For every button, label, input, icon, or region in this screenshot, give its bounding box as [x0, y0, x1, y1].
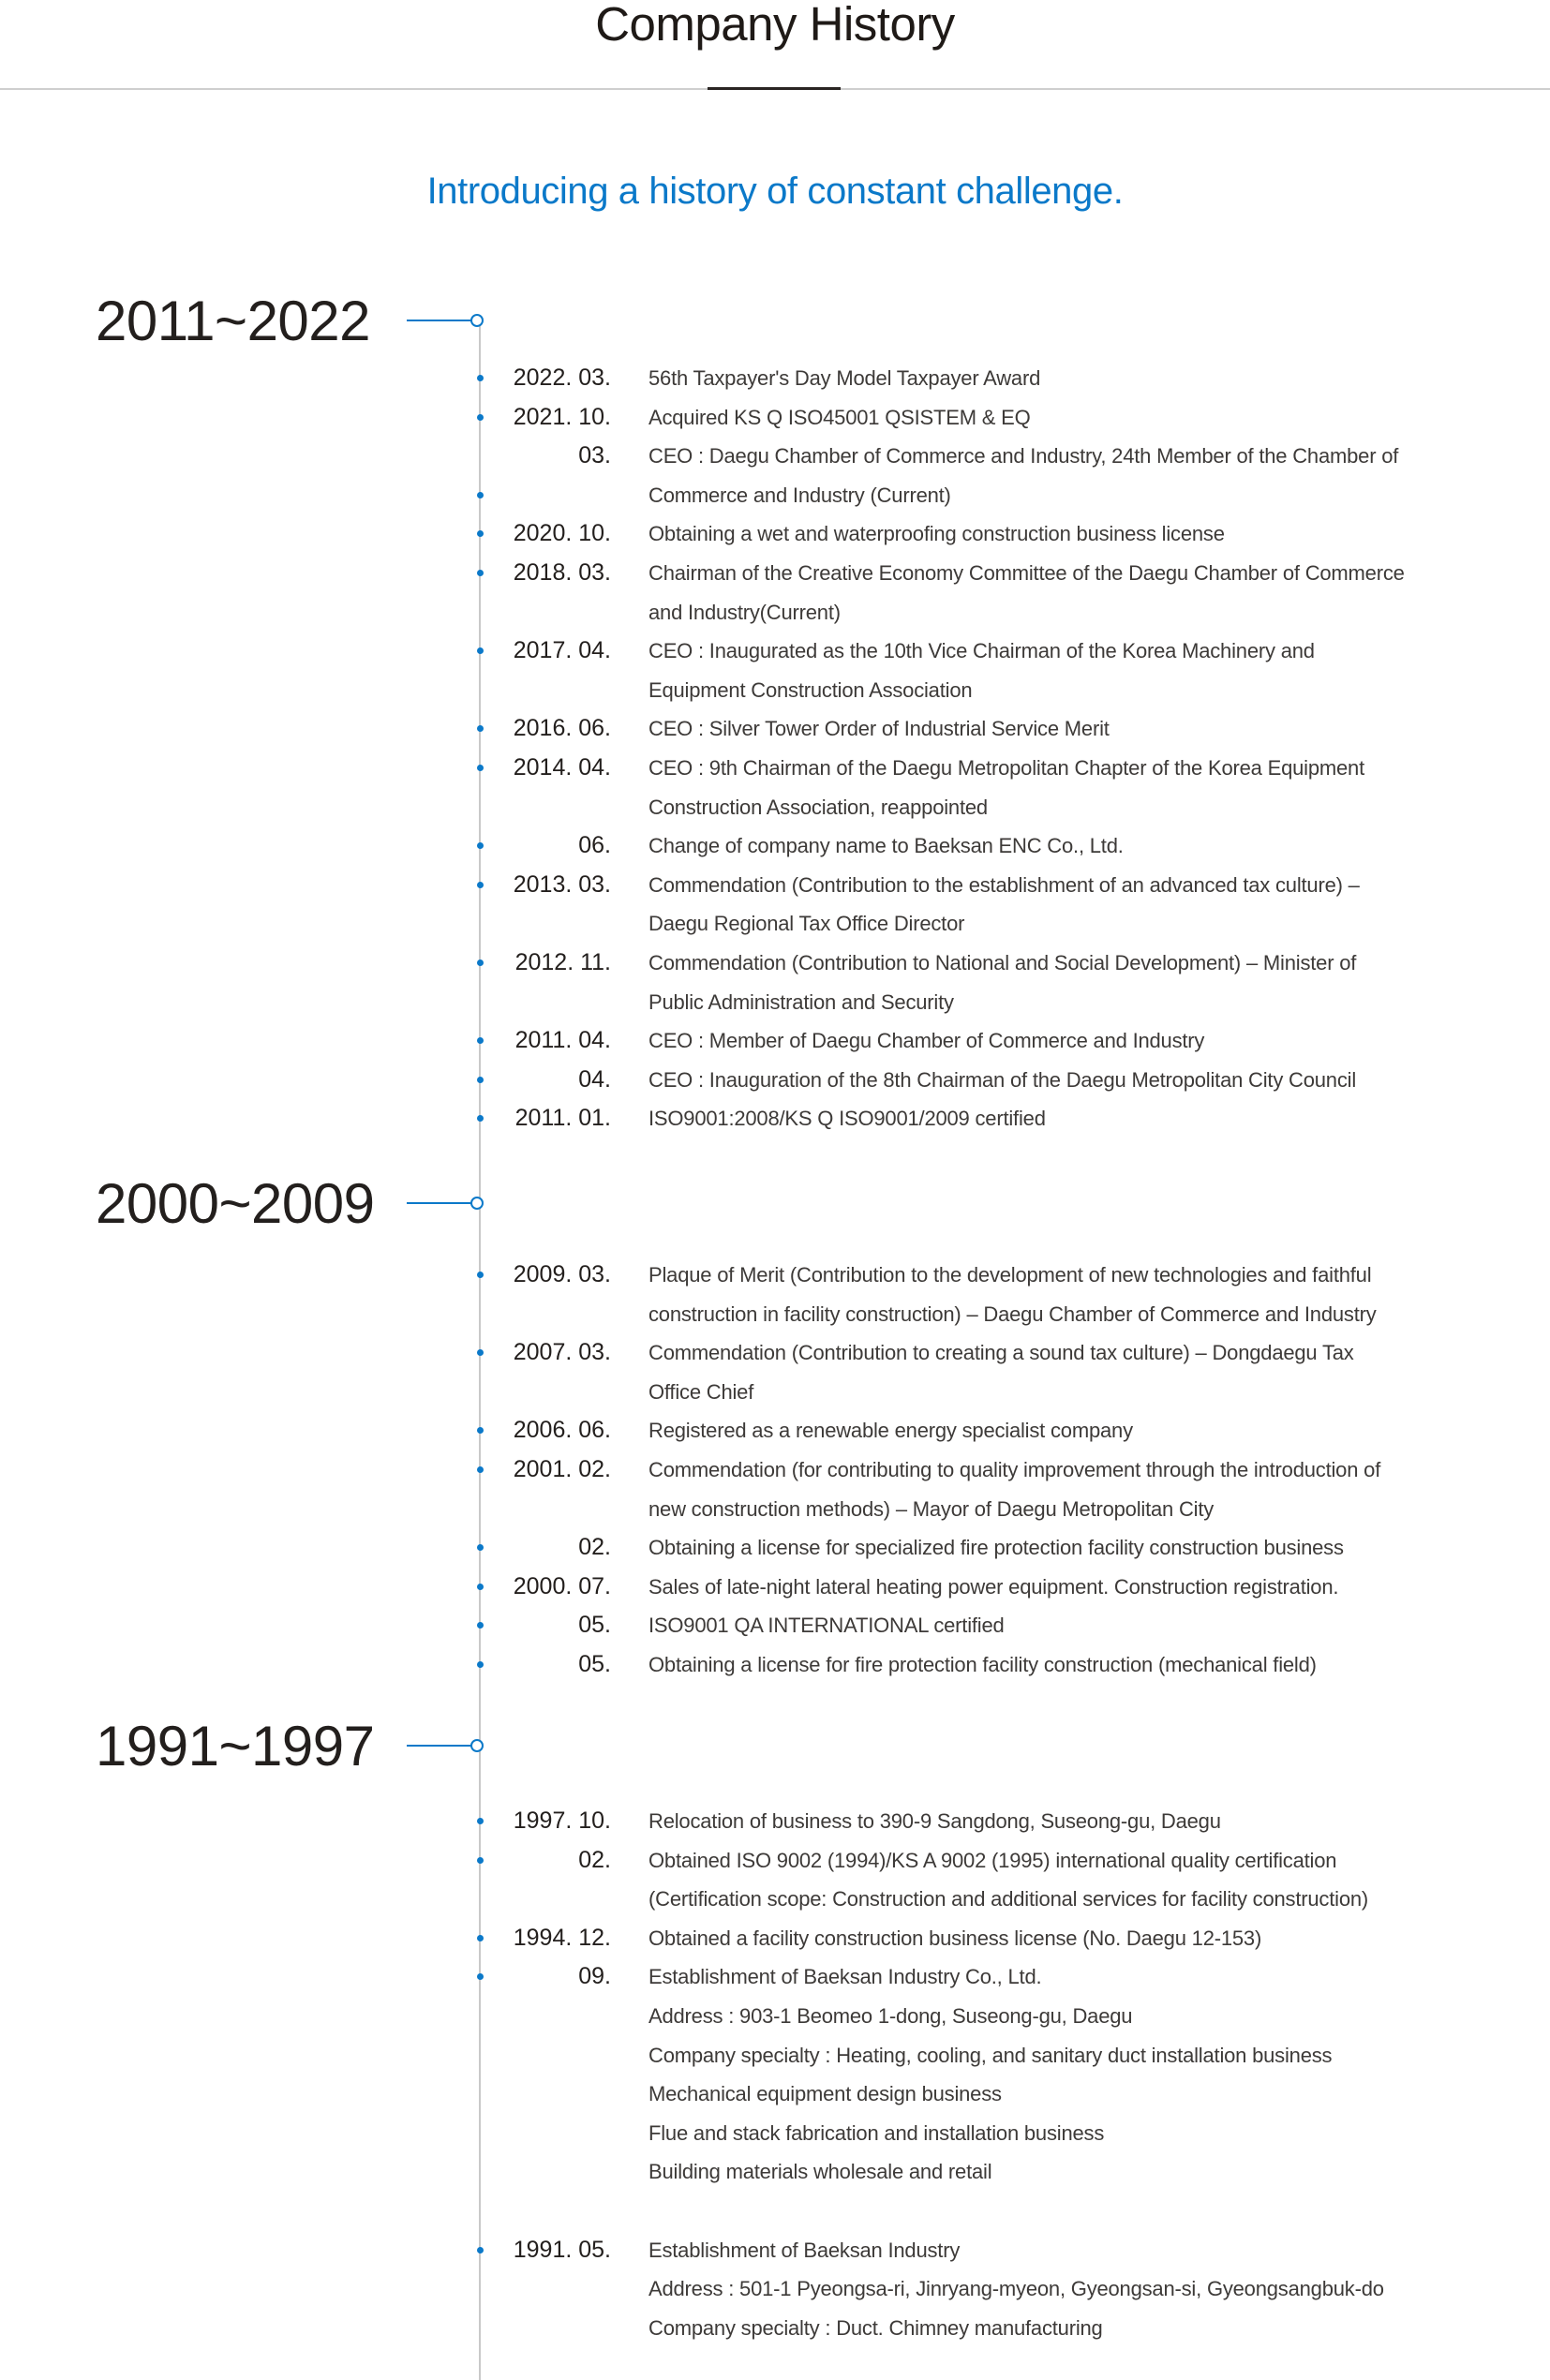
history-item — [0, 866, 1550, 944]
title-underline-indicator — [708, 87, 841, 90]
history-item — [0, 398, 1550, 438]
history-item — [0, 514, 1550, 554]
history-description-line: Obtained a facility construction business license (No. Daegu 12-153) — [648, 1926, 1262, 1950]
history-date: 2006. 06. — [513, 1417, 611, 1444]
history-description — [648, 632, 1315, 709]
history-date: 05. — [578, 1650, 611, 1677]
history-description-line: Registered as a renewable energy specialist company — [648, 1419, 1133, 1443]
history-item — [0, 1841, 1550, 1919]
history-item — [0, 437, 1550, 514]
history-date: 2018. 03. — [513, 558, 611, 586]
history-item — [0, 1099, 1550, 1138]
history-description-line: Obtaining a license for specialized fire protection facility construction business — [648, 1536, 1344, 1560]
history-date: 2020. 10. — [513, 520, 611, 547]
timeline-dot-icon — [477, 1818, 484, 1824]
history-date: 06. — [578, 832, 611, 859]
history-description-line: Building materials wholesale and retail — [648, 2160, 992, 2184]
history-description — [648, 1841, 1368, 1919]
history-date: 02. — [578, 1846, 611, 1873]
timeline-node-icon — [470, 314, 484, 327]
timeline-dot-icon — [477, 1857, 484, 1864]
history-description-line: Commendation (for contributing to quality improvement through the introduction of — [648, 1457, 1381, 1481]
history-item — [0, 554, 1550, 632]
history-date: 2000. 07. — [513, 1572, 611, 1599]
history-description — [648, 944, 1356, 1021]
history-item — [0, 1256, 1550, 1333]
history-description-line: and Industry(Current) — [648, 600, 841, 624]
history-description — [648, 1606, 1005, 1645]
history-description-line: Establishment of Baeksan Industry — [648, 2238, 961, 2262]
history-description-line: Obtaining a license for fire protection facility construction (mechanical field) — [648, 1652, 1317, 1676]
history-item — [0, 1606, 1550, 1645]
timeline-dot-icon — [477, 570, 484, 576]
history-date: 2014. 04. — [513, 753, 611, 781]
history-description — [648, 1021, 1204, 1061]
timeline-dot-icon — [477, 765, 484, 771]
history-description-line: Equipment Construction Association — [648, 677, 973, 702]
history-item — [0, 1061, 1550, 1100]
history-description-line: ISO9001:2008/KS Q ISO9001/2009 certified — [648, 1107, 1046, 1131]
history-description-line: Chairman of the Creative Economy Committee of the Daegu Chamber of Commerce — [648, 560, 1405, 585]
history-description-line: Public Administration and Security — [648, 989, 954, 1014]
history-item — [0, 1802, 1550, 1841]
history-description-line: Company specialty : Heating, cooling, and sanitary duct installation business — [648, 2043, 1333, 2067]
era-label: 2000~2009 — [96, 1171, 375, 1235]
history-date: 2001. 02. — [513, 1455, 611, 1482]
history-description-line: Commerce and Industry (Current) — [648, 483, 951, 507]
timeline-dot-icon — [477, 492, 484, 498]
history-date: 04. — [578, 1065, 611, 1093]
timeline-dot-icon — [477, 414, 484, 421]
era-label: 2011~2022 — [96, 289, 371, 352]
timeline-dot-icon — [477, 959, 484, 966]
history-item — [0, 359, 1550, 398]
history-description-line: CEO : Silver Tower Order of Industrial Service Merit — [648, 717, 1110, 741]
era-label: 1991~1997 — [96, 1714, 375, 1778]
history-description — [648, 398, 1031, 438]
history-date: 2017. 04. — [513, 637, 611, 664]
history-description-line: Obtained ISO 9002 (1994)/KS A 9002 (1995) international quality certification — [648, 1848, 1337, 1872]
history-description-line: Address : 501-1 Pyeongsa-ri, Jinryang-myeon, Gyeongsan-si, Gyeongsangbuk-do — [648, 2277, 1384, 2301]
history-item — [0, 1333, 1550, 1411]
history-description — [648, 437, 1398, 514]
history-description-line: construction in facility construction) – Daegu Chamber of Commerce and Industry — [648, 1302, 1377, 1326]
history-description-line: Commendation (Contribution to creating a sound tax culture) – Dongdaegu Tax — [648, 1341, 1354, 1365]
history-date: 1991. 05. — [513, 2236, 611, 2263]
history-description — [648, 1645, 1317, 1685]
history-description-line: Change of company name to Baeksan ENC Co., Ltd. — [648, 834, 1124, 858]
era-heading-2000-2009 — [96, 1170, 405, 1236]
history-date: 2007. 03. — [513, 1339, 611, 1366]
page-title: Company History — [595, 0, 955, 51]
history-date: 2021. 10. — [513, 403, 611, 430]
history-item — [0, 709, 1550, 749]
history-description — [648, 1256, 1377, 1333]
history-date: 02. — [578, 1534, 611, 1561]
history-description-line: 56th Taxpayer's Day Model Taxpayer Award — [648, 366, 1041, 390]
history-description — [648, 1957, 1332, 2192]
history-item — [0, 1957, 1550, 2192]
timeline-dot-icon — [477, 2247, 484, 2254]
timeline-dot-icon — [477, 882, 484, 888]
timeline-dot-icon — [477, 1466, 484, 1473]
history-description — [648, 866, 1360, 944]
history-item — [0, 1919, 1550, 1958]
era-heading-1991-1997 — [96, 1713, 405, 1778]
history-description — [648, 1411, 1133, 1450]
history-description — [648, 826, 1124, 866]
era-connector-line — [407, 1745, 472, 1747]
history-description-line: CEO : Inaugurated as the 10th Vice Chairman of the Korea Machinery and — [648, 639, 1315, 663]
intro-heading: Introducing a history of constant challenge. — [426, 171, 1124, 212]
history-description-line: Obtaining a wet and waterproofing construction business license — [648, 522, 1225, 546]
history-description-line: Company specialty : Duct. Chimney manufacturing — [648, 2315, 1103, 2340]
history-item — [0, 1568, 1550, 1607]
history-description — [648, 514, 1225, 554]
history-description-line: Address : 903-1 Beomeo 1-dong, Suseong-gu, Daegu — [648, 2003, 1133, 2028]
timeline-dot-icon — [477, 1935, 484, 1941]
history-list-1991-1997 — [0, 1802, 1550, 2347]
history-description — [648, 709, 1110, 749]
history-description-line: Daegu Regional Tax Office Director — [648, 912, 965, 936]
history-description — [648, 1919, 1261, 1958]
timeline-dot-icon — [477, 1584, 484, 1590]
history-description-line: ISO9001 QA INTERNATIONAL certified — [648, 1614, 1005, 1638]
history-description — [648, 1333, 1354, 1411]
history-description-line: Acquired KS Q ISO45001 QSISTEM & EQ — [648, 405, 1031, 429]
history-description — [648, 1568, 1338, 1607]
history-description-line: CEO : Daegu Chamber of Commerce and Industry, 24th Member of the Chamber of — [648, 444, 1399, 469]
history-item — [0, 2231, 1550, 2348]
history-description-line: CEO : Inauguration of the 8th Chairman of the Daegu Metropolitan City Council — [648, 1067, 1357, 1092]
history-description-line: Construction Association, reappointed — [648, 795, 988, 819]
history-description — [648, 749, 1364, 826]
history-description-line: Establishment of Baeksan Industry Co., Ltd. — [648, 1965, 1042, 1989]
history-date: 05. — [578, 1612, 611, 1639]
history-date: 2016. 06. — [513, 715, 611, 742]
timeline-node-icon — [470, 1197, 484, 1210]
history-description-line: Sales of late-night lateral heating power equipment. Construction registration. — [648, 1574, 1339, 1599]
history-description — [648, 2231, 1384, 2348]
history-date: 2013. 03. — [513, 870, 611, 898]
timeline-dot-icon — [477, 1272, 484, 1278]
history-list-2000-2009 — [0, 1256, 1550, 1685]
history-list-2011-2022 — [0, 359, 1550, 1138]
history-description-line: new construction methods) – Mayor of Daegu Metropolitan City — [648, 1496, 1215, 1521]
history-description — [648, 1528, 1344, 1568]
history-description — [648, 1099, 1046, 1138]
history-item — [0, 944, 1550, 1021]
history-date: 2011. 04. — [514, 1027, 611, 1054]
history-date: 2009. 03. — [513, 1261, 611, 1287]
history-item — [0, 1021, 1550, 1061]
history-item — [0, 1450, 1550, 1528]
history-description-line: (Certification scope: Construction and additional services for facility construction) — [648, 1887, 1369, 1911]
timeline-dot-icon — [477, 1077, 484, 1083]
history-description — [648, 1802, 1221, 1841]
history-date: 03. — [578, 442, 611, 469]
history-description-line: Commendation (Contribution to the establishment of an advanced tax culture) – — [648, 872, 1360, 897]
history-description-line: CEO : Member of Daegu Chamber of Commerce and Industry — [648, 1029, 1205, 1053]
history-description-line: Office Chief — [648, 1379, 754, 1404]
history-item — [0, 1411, 1550, 1450]
history-description-line: Plaque of Merit (Contribution to the development of new technologies and faithful — [648, 1263, 1372, 1287]
history-description-line: CEO : 9th Chairman of the Daegu Metropolitan Chapter of the Korea Equipment — [648, 755, 1364, 780]
history-description-line: Mechanical equipment design business — [648, 2082, 1002, 2106]
history-date: 2022. 03. — [513, 364, 611, 391]
history-description — [648, 554, 1405, 632]
timeline-dot-icon — [477, 375, 484, 381]
history-description — [648, 1450, 1380, 1528]
history-date: 09. — [578, 1963, 611, 1990]
history-item — [0, 749, 1550, 826]
history-description-line: Relocation of business to 390-9 Sangdong, Suseong-gu, Daegu — [648, 1809, 1221, 1833]
history-item — [0, 1645, 1550, 1685]
history-description-line: Commendation (Contribution to National and Social Development) – Minister of — [648, 950, 1357, 974]
history-description-line: Flue and stack fabrication and installation business — [648, 2120, 1105, 2145]
history-date: 1997. 10. — [513, 1807, 611, 1834]
history-date: 2011. 01. — [514, 1105, 611, 1132]
history-item — [0, 1528, 1550, 1568]
timeline-node-icon — [470, 1739, 484, 1752]
history-item — [0, 632, 1550, 709]
history-date: 2012. 11. — [514, 948, 611, 975]
history-date: 1994. 12. — [513, 1924, 611, 1951]
history-description — [648, 1061, 1356, 1100]
history-item — [0, 826, 1550, 866]
timeline-dot-icon — [477, 1661, 484, 1668]
history-description — [648, 359, 1040, 398]
era-connector-line — [407, 1202, 472, 1204]
era-connector-line — [407, 320, 472, 321]
era-heading-2011-2022 — [96, 288, 405, 353]
